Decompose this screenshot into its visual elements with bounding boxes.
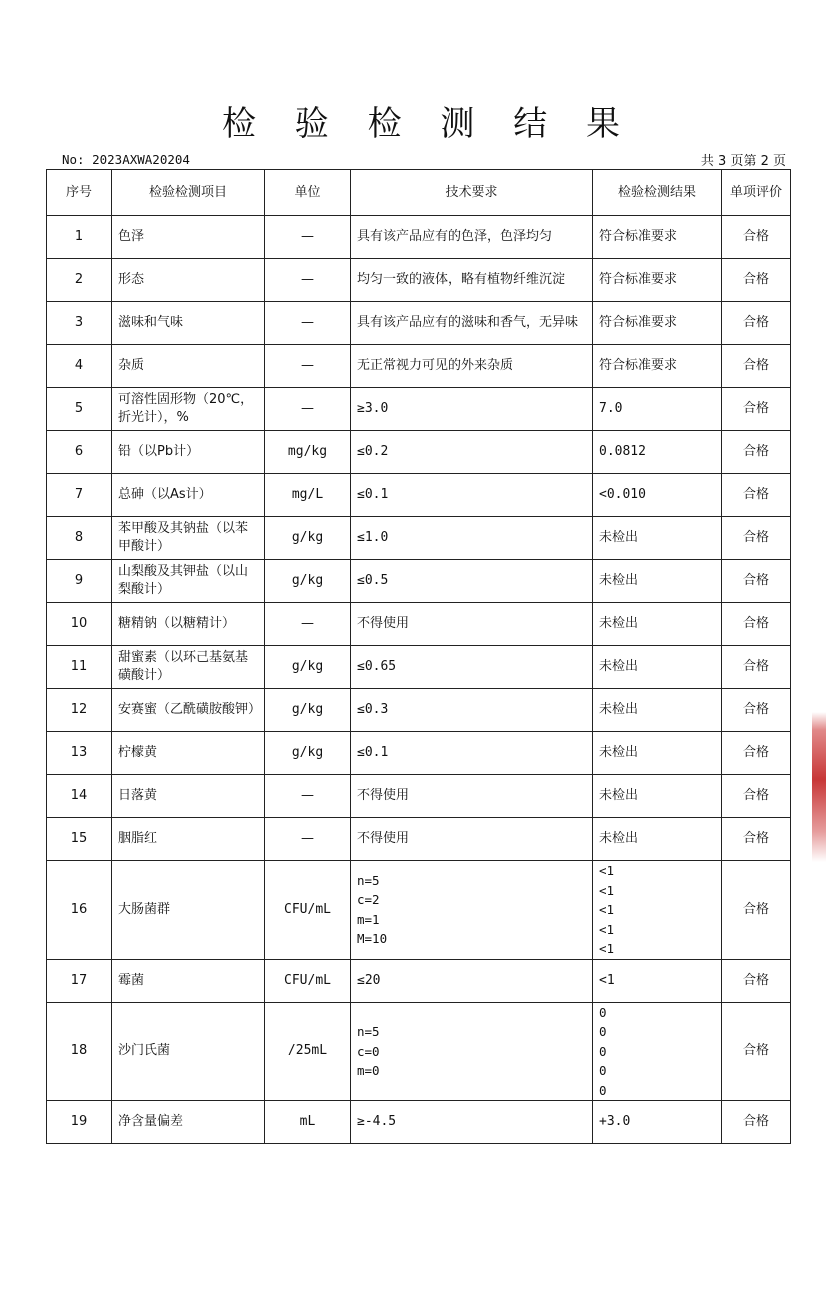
row-item: 胭脂红 (112, 818, 265, 861)
row-result: 符合标准要求 (593, 345, 722, 388)
row-unit: CFU/mL (265, 959, 351, 1002)
row-unit: — (265, 775, 351, 818)
row-evaluation: 合格 (722, 474, 791, 517)
table-row (47, 959, 791, 1002)
row-evaluation: 合格 (722, 959, 791, 1002)
row-item: 甜蜜素（以环己基氨基磺酸计） (112, 646, 265, 689)
row-result: <1 (593, 959, 722, 1002)
table-row (47, 861, 791, 960)
row-requirement: 不得使用 (351, 775, 593, 818)
row-unit: — (265, 216, 351, 259)
row-result: 7.0 (593, 388, 722, 431)
row-result: 符合标准要求 (593, 302, 722, 345)
result-line: 0 (599, 1063, 607, 1078)
row-seq: 12 (47, 689, 112, 732)
row-item: 杂质 (112, 345, 265, 388)
table-row (47, 345, 791, 388)
table-row (47, 1002, 791, 1101)
requirement-line: m=0 (357, 1063, 380, 1078)
result-line: <1 (599, 902, 615, 917)
row-evaluation: 合格 (722, 560, 791, 603)
row-result: 符合标准要求 (593, 259, 722, 302)
table-row (47, 517, 791, 560)
table-row (47, 732, 791, 775)
row-requirement: 具有该产品应有的色泽，色泽均匀 (351, 216, 593, 259)
row-seq: 3 (47, 302, 112, 345)
row-result: 未检出 (593, 732, 722, 775)
table-row (47, 302, 791, 345)
row-seq: 10 (47, 603, 112, 646)
row-item: 安赛蜜（乙酰磺胺酸钾） (112, 689, 265, 732)
row-unit: mL (265, 1101, 351, 1144)
row-evaluation: 合格 (722, 1002, 791, 1101)
row-unit: g/kg (265, 560, 351, 603)
row-requirement: ≤0.1 (351, 474, 593, 517)
table-row (47, 603, 791, 646)
row-unit: /25mL (265, 1002, 351, 1101)
row-evaluation: 合格 (722, 216, 791, 259)
table-row (47, 474, 791, 517)
row-seq: 16 (47, 861, 112, 960)
row-seq: 8 (47, 517, 112, 560)
row-seq: 14 (47, 775, 112, 818)
row-evaluation: 合格 (722, 345, 791, 388)
row-unit: — (265, 818, 351, 861)
row-item: 沙门氏菌 (112, 1002, 265, 1101)
results-table (46, 169, 791, 1144)
row-result: <0.010 (593, 474, 722, 517)
row-evaluation: 合格 (722, 861, 791, 960)
requirement-line: c=0 (357, 1043, 380, 1059)
header-evaluation: 单项评价 (722, 170, 791, 216)
page-title: 检 验 检 测 结 果 (221, 104, 635, 144)
row-item: 总砷（以As计） (112, 474, 265, 517)
row-result (593, 1002, 722, 1101)
row-seq: 19 (47, 1101, 112, 1144)
row-requirement (351, 861, 593, 960)
table-row (47, 818, 791, 861)
result-line: 0 (599, 1082, 607, 1098)
header-requirement: 技术要求 (351, 170, 593, 216)
row-seq: 17 (47, 959, 112, 1002)
row-requirement: ≤0.5 (351, 560, 593, 603)
result-line: <1 (599, 882, 615, 898)
row-seq: 7 (47, 474, 112, 517)
row-evaluation: 合格 (722, 259, 791, 302)
row-result: 0.0812 (593, 431, 722, 474)
table-row (47, 689, 791, 732)
row-seq: 6 (47, 431, 112, 474)
row-unit: g/kg (265, 517, 351, 560)
row-item: 苯甲酸及其钠盐（以苯甲酸计） (112, 517, 265, 560)
header-item: 检验检测项目 (112, 170, 265, 216)
header-result: 检验检测结果 (593, 170, 722, 216)
row-evaluation: 合格 (722, 431, 791, 474)
row-unit: mg/L (265, 474, 351, 517)
row-result: 符合标准要求 (593, 216, 722, 259)
row-unit: mg/kg (265, 431, 351, 474)
row-item: 山梨酸及其钾盐（以山梨酸计） (112, 560, 265, 603)
row-item: 滋味和气味 (112, 302, 265, 345)
row-seq: 2 (47, 259, 112, 302)
row-item: 铅（以Pb计） (112, 431, 265, 474)
row-evaluation: 合格 (722, 517, 791, 560)
header-unit: 单位 (265, 170, 351, 216)
row-requirement: ≤0.2 (351, 431, 593, 474)
row-result (593, 861, 722, 960)
row-evaluation: 合格 (722, 302, 791, 345)
row-item: 色泽 (112, 216, 265, 259)
row-seq: 1 (47, 216, 112, 259)
header-seq: 序号 (47, 170, 112, 216)
row-evaluation: 合格 (722, 603, 791, 646)
row-result: 未检出 (593, 818, 722, 861)
row-requirement: ≥-4.5 (351, 1101, 593, 1144)
row-requirement: ≤0.3 (351, 689, 593, 732)
row-evaluation: 合格 (722, 775, 791, 818)
row-result: +3.0 (593, 1101, 722, 1144)
requirement-line: c=2 (357, 892, 380, 908)
row-seq: 18 (47, 1002, 112, 1101)
requirement-line: M=10 (357, 931, 388, 947)
table-row (47, 646, 791, 689)
table-row (47, 259, 791, 302)
table-row (47, 560, 791, 603)
row-requirement: ≤0.65 (351, 646, 593, 689)
row-seq: 15 (47, 818, 112, 861)
row-result: 未检出 (593, 646, 722, 689)
row-requirement (351, 1002, 593, 1101)
row-result: 未检出 (593, 775, 722, 818)
row-result: 未检出 (593, 689, 722, 732)
row-item: 形态 (112, 259, 265, 302)
row-unit: — (265, 345, 351, 388)
row-evaluation: 合格 (722, 388, 791, 431)
row-item: 糖精钠（以糖精计） (112, 603, 265, 646)
row-evaluation: 合格 (722, 818, 791, 861)
result-line: <1 (599, 863, 615, 878)
result-line: 0 (599, 1024, 607, 1039)
requirement-line: n=5 (357, 872, 380, 888)
result-line: <1 (599, 921, 615, 937)
seal-stamp-edge (812, 712, 826, 862)
row-requirement: ≤20 (351, 959, 593, 1002)
row-result: 未检出 (593, 560, 722, 603)
result-line: <1 (599, 941, 615, 956)
row-seq: 11 (47, 646, 112, 689)
table-header-row (47, 170, 791, 216)
row-item: 柠檬黄 (112, 732, 265, 775)
row-unit: — (265, 388, 351, 431)
row-evaluation: 合格 (722, 689, 791, 732)
row-seq: 9 (47, 560, 112, 603)
row-requirement: ≤0.1 (351, 732, 593, 775)
row-item: 霉菌 (112, 959, 265, 1002)
row-unit: g/kg (265, 689, 351, 732)
row-unit: CFU/mL (265, 861, 351, 960)
row-requirement: 具有该产品应有的滋味和香气，无异味 (351, 302, 593, 345)
row-unit: — (265, 603, 351, 646)
row-unit: g/kg (265, 732, 351, 775)
row-seq: 4 (47, 345, 112, 388)
row-requirement: ≤1.0 (351, 517, 593, 560)
table-row (47, 1101, 791, 1144)
report-number: No: 2023AXWA20204 (62, 152, 190, 167)
table-row (47, 388, 791, 431)
table-row (47, 431, 791, 474)
row-item: 大肠菌群 (112, 861, 265, 960)
row-evaluation: 合格 (722, 646, 791, 689)
row-seq: 13 (47, 732, 112, 775)
row-item: 可溶性固形物（20℃，折光计），% (112, 388, 265, 431)
row-item: 净含量偏差 (112, 1101, 265, 1144)
row-requirement: ≥3.0 (351, 388, 593, 431)
row-evaluation: 合格 (722, 1101, 791, 1144)
row-item: 日落黄 (112, 775, 265, 818)
requirement-line: m=1 (357, 911, 380, 927)
table-row (47, 775, 791, 818)
row-requirement: 不得使用 (351, 603, 593, 646)
result-line: 0 (599, 1004, 607, 1020)
requirement-line: n=5 (357, 1024, 380, 1039)
row-unit: — (265, 259, 351, 302)
row-evaluation: 合格 (722, 732, 791, 775)
row-unit: — (265, 302, 351, 345)
table-row (47, 216, 791, 259)
row-unit: g/kg (265, 646, 351, 689)
row-requirement: 无正常视力可见的外来杂质 (351, 345, 593, 388)
row-requirement: 均匀一致的液体，略有植物纤维沉淀 (351, 259, 593, 302)
row-result: 未检出 (593, 517, 722, 560)
result-line: 0 (599, 1043, 607, 1059)
page-info: 共 3 页第 2 页 (700, 154, 786, 169)
row-requirement: 不得使用 (351, 818, 593, 861)
row-seq: 5 (47, 388, 112, 431)
row-result: 未检出 (593, 603, 722, 646)
